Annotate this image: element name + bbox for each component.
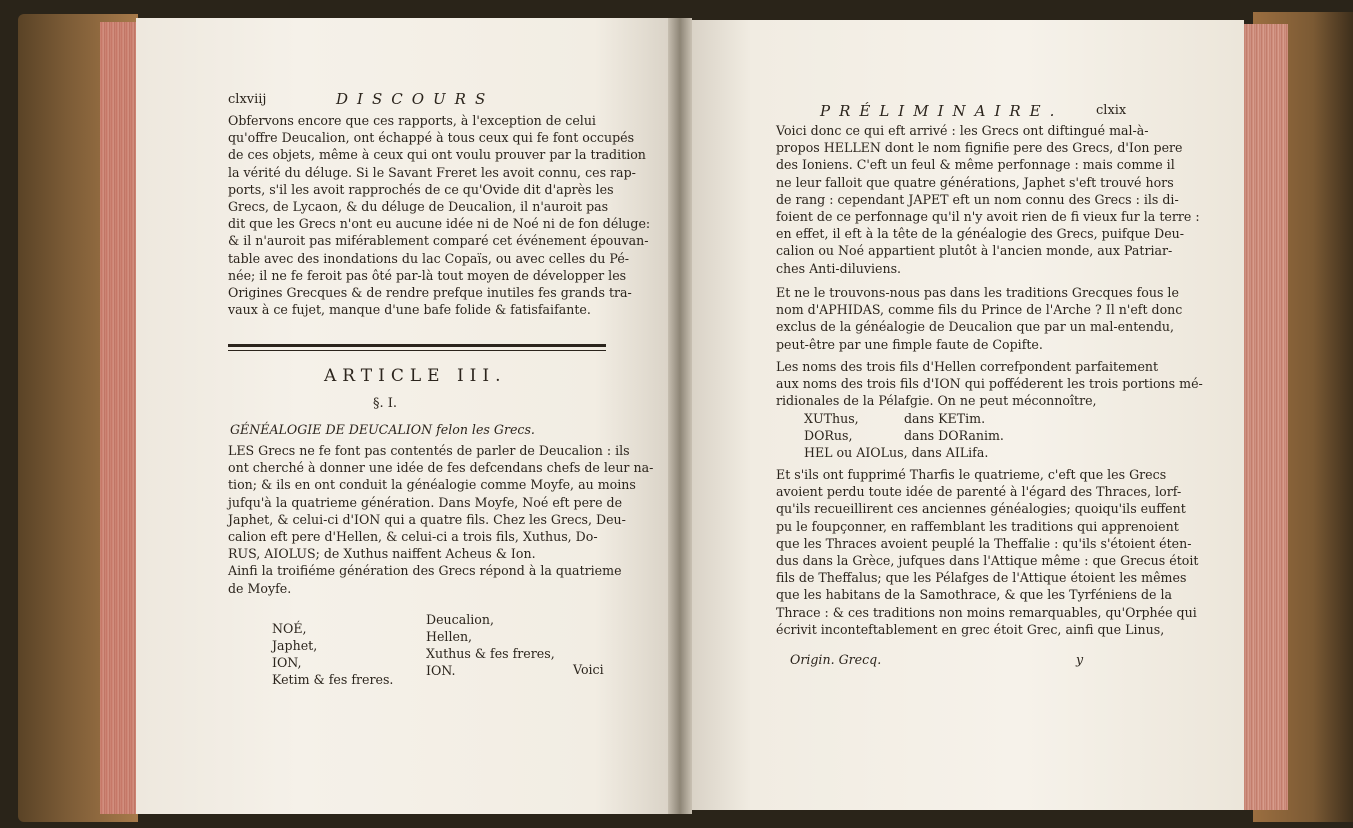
text-line: ridionales de la Pélafgie. On ne peut méconnoître, (776, 393, 1097, 409)
text-line: & il n'auroit pas miférablement comparé cet événement épouvan- (228, 233, 649, 249)
article-title: ARTICLE III. (324, 366, 507, 386)
right-paragraph-4 (776, 466, 1199, 638)
double-rule-thick (228, 344, 606, 347)
text-line: tion; & ils en ont conduit la généalogie comme Moyfe, au moins (228, 477, 636, 493)
left-paragraph-2 (228, 442, 654, 597)
signature-mark: y (1076, 652, 1084, 667)
text-line: nom d'APHIDAS, comme fils du Prince de l'Arche ? Il n'eft donc (776, 302, 1183, 318)
left-catchword: Voici (573, 662, 604, 677)
left-page-edges (100, 22, 140, 814)
right-page-edges (1240, 24, 1288, 810)
right-running-head: PRÉLIMINAIRE. (820, 102, 1064, 120)
list-item: Ketim & fes freres. (272, 672, 394, 687)
text-line: la vérité du déluge. Si le Savant Freret les avoit connu, ces rap- (228, 164, 636, 180)
text-line: exclus de la généalogie de Deucalion que par un mal-entendu, (776, 319, 1175, 335)
text-line: de rang : cependant JAPET eft un nom connu des Grecs : ils di- (776, 191, 1179, 207)
right-paragraph-3 (776, 358, 1203, 410)
text-line: Thrace : & ces traditions non moins remarquables, qu'Orphée qui (776, 604, 1197, 620)
list-item: Hellen, (426, 629, 473, 644)
text-line: LES Grecs ne fe font pas contentés de parler de Deucalion : ils (228, 443, 630, 458)
list-item: ION. (426, 663, 456, 678)
list-item: Deucalion, (426, 612, 494, 627)
text-line: de Moyfe. (228, 580, 292, 596)
text-line: aux noms des trois fils d'ION qui pofféderent les trois portions mé- (776, 376, 1203, 392)
genealogy-subheading: GÉNÉALOGIE DE DEUCALION felon les Grecs. (230, 422, 535, 437)
left-paragraph-1 (228, 112, 651, 318)
text-line: calion ou Noé appartient plutôt à l'ancien monde, aux Patriar- (776, 243, 1173, 259)
text-line: Et s'ils ont fupprimé Tharfis le quatrieme, c'eft que les Grecs (776, 467, 1167, 482)
list-item: dans DORanim. (904, 428, 1004, 443)
text-line: que les habitans de la Samothrace, & que les Tyrféniens de la (776, 587, 1173, 603)
text-line: ont cherché à donner une idée de fes defcendans chefs de leur na- (228, 460, 654, 476)
genealogy-list-moyse (272, 620, 393, 688)
text-line: qu'ils recueillirent ces anciennes généalogies; quoiqu'ils euffent (776, 501, 1186, 517)
text-line: avoient perdu toute idée de parenté à l'égard des Thraces, lorf- (776, 484, 1182, 500)
list-item: ION, (272, 655, 302, 670)
text-line: écrivit inconteftablement en grec étoit Grec, ainfi que Linus, (776, 621, 1165, 637)
text-line: des Ioniens. C'eft un feul & même perfonnage : mais comme il (776, 157, 1175, 173)
right-page (684, 20, 1244, 810)
footer-note: Origin. Grecq. (790, 652, 882, 667)
book-gutter (668, 18, 692, 814)
text-line: fils de Theffalus; que les Pélafges de l'Attique étoient les mêmes (776, 570, 1187, 586)
left-page (136, 18, 676, 814)
text-line: table avec des inondations du lac Copaïs, ou avec celles du Pé- (228, 250, 630, 266)
text-line: Obfervons encore que ces rapports, à l'exception de celui (228, 113, 596, 128)
text-line: que les Thraces avoient peuplé la Theffalie : qu'ils s'étoient éten- (776, 535, 1192, 551)
text-line: de ces objets, même à ceux qui ont voulu prouver par la tradition (228, 147, 646, 163)
text-line: Voici donc ce qui eft arrivé : les Grecs ont diftingué mal-à- (776, 123, 1149, 138)
text-line: calion eft pere d'Hellen, & celui-ci a trois fils, Xuthus, Do- (228, 529, 598, 545)
text-line: foient de ce perfonnage qu'il n'y avoit rien de fi vieux fur la terre : (776, 209, 1200, 225)
list-item: NOÉ, (272, 621, 307, 636)
list-item: dans KETim. (904, 411, 986, 426)
right-paragraph-1 (776, 122, 1200, 277)
text-line: peut-être par une fimple faute de Copifte. (776, 336, 1043, 352)
text-line: dit que les Grecs n'ont eu aucune idée ni de Noé ni de fon déluge: (228, 216, 651, 232)
text-line: pu le foupçonner, en raffemblant les traditions qui apprenoient (776, 518, 1179, 534)
double-rule-thin (228, 350, 606, 351)
genealogy-list-grecs (426, 611, 555, 679)
text-line: Les noms des trois fils d'Hellen correfpondent parfaitement (776, 359, 1159, 374)
list-item: HEL ou AIOLus, dans AILifa. (804, 445, 989, 460)
list-item: XUThus, (804, 411, 859, 426)
text-line: née; il ne fe feroit pas ôté par-là tout moyen de développer les (228, 267, 627, 283)
text-line: jufqu'à la quatrieme génération. Dans Moyfe, Noé eft pere de (228, 494, 623, 510)
text-line: ne leur falloit que quatre générations, Japhet s'eft trouvé hors (776, 174, 1174, 190)
right-paragraph-2 (776, 284, 1183, 353)
text-line: propos HELLEN dont le nom fignifie pere des Grecs, d'Ion pere (776, 140, 1183, 156)
left-running-head: DISCOURS (336, 90, 495, 108)
left-page-number: clxviij (228, 92, 267, 107)
text-line: Origines Grecques & de rendre prefque inutiles fes grands tra- (228, 285, 632, 301)
text-line: ches Anti-diluviens. (776, 260, 902, 276)
section-mark: §. I. (373, 396, 398, 411)
text-line: RUS, AIOLUS; de Xuthus naiffent Acheus & Ion. (228, 546, 536, 562)
text-line: Grecs, de Lycaon, & du déluge de Deucalion, il n'auroit pas (228, 199, 609, 215)
list-item: DORus, (804, 428, 853, 443)
text-line: Et ne le trouvons-nous pas dans les traditions Grecques fous le (776, 285, 1179, 300)
text-line: vaux à ce fujet, manque d'une bafe folide & fatisfaifante. (228, 302, 591, 318)
text-line: ports, s'il les avoit rapprochés de ce qu'Ovide dit d'après les (228, 181, 614, 197)
text-line: Japhet, & celui-ci d'ION qui a quatre fils. Chez les Grecs, Deu- (228, 511, 626, 527)
right-page-number: clxix (1096, 103, 1127, 118)
text-line: qu'offre Deucalion, ont échappé à tous ceux qui fe font occupés (228, 130, 635, 146)
names-list-right (904, 410, 1004, 444)
list-item: Xuthus & fes freres, (426, 646, 555, 661)
text-line: en effet, il eft à la tête de la généalogie des Grecs, puifque Deu- (776, 226, 1185, 242)
text-line: dus dans la Grèce, jufques dans l'Attique même : que Grecus étoit (776, 553, 1199, 569)
text-line: Ainfi la troifiéme génération des Grecs répond à la quatrieme (228, 563, 622, 579)
list-item: Japhet, (272, 638, 318, 653)
